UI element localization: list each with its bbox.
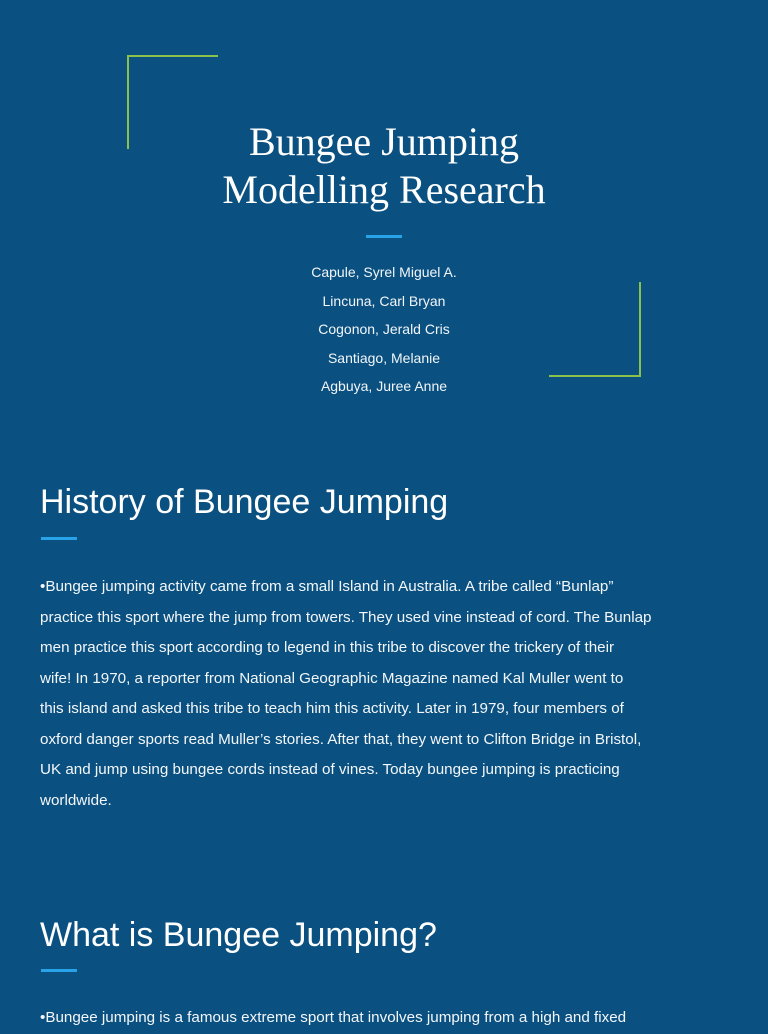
paragraph-line: men practice this sport according to legend in this tribe to discover the trickery of their — [40, 639, 615, 656]
author-list — [0, 258, 768, 401]
history-heading: History of Bungee Jumping — [40, 483, 449, 521]
paragraph-line: UK and jump using bungee cords instead of vines. Today bungee jumping is practicing — [40, 761, 620, 778]
paragraph-line: •Bungee jumping activity came from a small Island in Australia. A tribe called “Bunlap” — [40, 578, 614, 595]
slide-title — [0, 118, 768, 214]
title-accent-rule — [366, 235, 402, 238]
paragraph-line: worldwide. — [40, 791, 112, 809]
slide-title-line-2: Modelling Research — [222, 167, 546, 212]
history-accent-rule — [41, 537, 77, 540]
author-name: Santiago, Melanie — [327, 349, 441, 366]
author-name: Capule, Syrel Miguel A. — [311, 264, 457, 280]
paragraph-line: wife! In 1970, a reporter from National Geographic Magazine named Kal Muller went to — [40, 669, 624, 687]
author-name: Agbuya, Juree Anne — [320, 378, 448, 394]
paragraph-line: practice this sport where the jump from towers. They used vine instead of cord. The Bunlap — [40, 608, 652, 626]
paragraph-line: •Bungee jumping is a famous extreme sport that involves jumping from a high and fixed — [40, 1009, 627, 1026]
what-is-heading: What is Bungee Jumping? — [40, 916, 437, 954]
author-name: Lincuna, Carl Bryan — [322, 292, 446, 309]
what-is-accent-rule — [41, 969, 77, 972]
paragraph-line: oxford danger sports read Muller’s stories. After that, they went to Clifton Bridge in Bristol, — [40, 730, 642, 748]
slide-title-line-1: Bungee Jumping — [249, 119, 519, 164]
author-name: Cogonon, Jerald Cris — [318, 321, 450, 337]
what-is-paragraph — [40, 1003, 740, 1034]
paragraph-line: this island and asked this tribe to teach him this activity. Later in 1979, four members of — [40, 700, 624, 717]
history-paragraph — [40, 572, 740, 816]
